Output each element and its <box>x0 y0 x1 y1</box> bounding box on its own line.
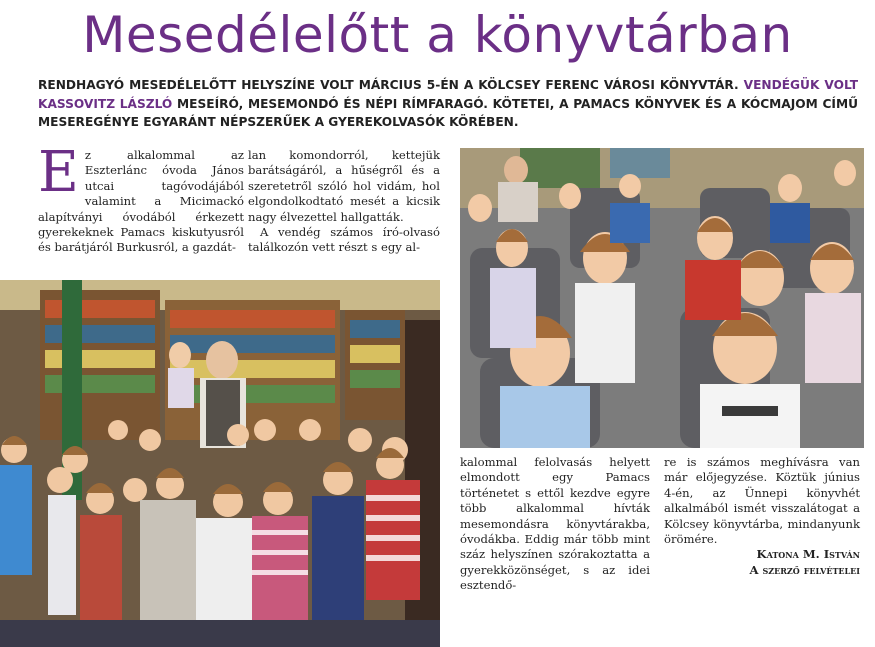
photo-credit: A szerző felvételei <box>749 562 860 577</box>
body-column-3 <box>460 455 650 594</box>
photo-library-group-illustration <box>0 280 440 647</box>
photo-children-audience-illustration <box>460 148 864 448</box>
article-title: Mesedélelőtt a könyvtárban <box>82 6 793 64</box>
photo-library-group <box>0 280 440 647</box>
photo-children-audience <box>460 148 864 448</box>
body-text-2b: A vendég számos író-olvasó találkozón vett részt s egy al- <box>248 225 440 255</box>
body-text-1: z alkalommal az Eszterlánc óvoda János utcai tagóvodájából valamint a Micimackó alapítványi óvodából érkezett gyerekeknek Pamacs kiskutyusról és barátjáról Burkusról, a gazdát- <box>38 148 244 255</box>
body-text-3: kalommal felolvasás helyett elmondott egy Pamacs történetet s ettől kezdve egyre több alkalommal hívták mesemondásra könyvtárakba, óvodákba. Eddig már több mint száz helyszínen szórakoztatta a gyerekközönséget, s az idei esztendő- <box>460 455 650 593</box>
body-column-4 <box>664 455 860 578</box>
lead-part1: RENDHAGYÓ MESEDÉLELŐTT HELYSZÍNE VOLT MÁRCIUS 5-ÉN A KÖLCSEY FERENC VÁROSI KÖNYVTÁR. <box>38 78 739 92</box>
lead-part3: MESEÍRÓ, MESEMONDÓ ÉS NÉPI RÍMFARAGÓ. KÖTETEI, A PAMACS KÖNYVEK ÉS A KÓCMAJOM CÍMŰ MESEREGÉNYE EGYARÁNT NÉPSZERŰEK A GYEREKOLVASÓK KÖRÉBEN. <box>38 96 858 129</box>
body-text-2a: lan komondorról, kettejük barátságáról, a hűségről és a szeretetről szóló hol vidám, hol elgondolkodtató mesét a kicsik nagy élvezettel hallgatták. <box>248 148 440 224</box>
drop-cap: E <box>38 140 79 205</box>
article-lead <box>38 76 858 132</box>
body-column-2 <box>248 148 440 256</box>
body-text-4: re is számos meghívásra van már előjegyzése. Köztük június 4-én, az Ünnepi könyvhét alkalmából ismét visszalátogat a Kölcsey könyvtárba, mindanyunk örömére. <box>664 455 860 547</box>
author-credit: Katona M. István <box>756 547 860 562</box>
body-column-1 <box>38 140 244 256</box>
lead-guest-name: VENDÉGÜK VOLT KASSOVITZ LÁSZLÓ <box>38 78 859 111</box>
